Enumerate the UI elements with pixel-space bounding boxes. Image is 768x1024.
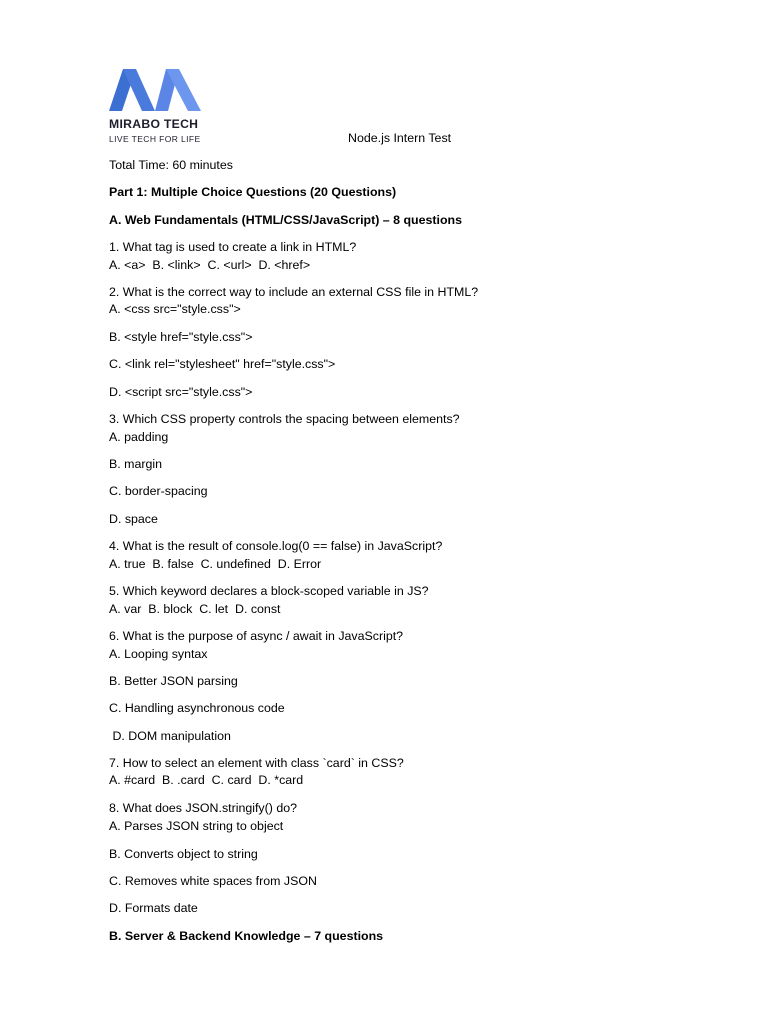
q4-question: 4. What is the result of console.log(0 == false) in JavaScript?	[109, 539, 443, 553]
q1-question: 1. What tag is used to create a link in HTML?	[109, 240, 357, 254]
q1-options: A. <a> B. <link> C. <url> D. <href>	[109, 258, 311, 272]
logo-mark-icon	[109, 68, 205, 114]
q3-option-c: C. border-spacing	[109, 484, 208, 498]
q4-options: A. true B. false C. undefined D. Error	[109, 557, 322, 571]
q2-option-a: A. <css src="style.css">	[109, 302, 241, 316]
logo-brand-text: MIRABO TECH	[109, 117, 199, 131]
q3-option-a: A. padding	[109, 430, 169, 444]
q6-option-c: C. Handling asynchronous code	[109, 701, 285, 715]
q7-options: A. #card B. .card C. card D. *card	[109, 773, 304, 787]
q8-option-a: A. Parses JSON string to object	[109, 819, 284, 833]
q6-option-b: B. Better JSON parsing	[109, 674, 238, 688]
q6-option-a: A. Looping syntax	[109, 647, 208, 661]
q6-option-d: D. DOM manipulation	[109, 729, 231, 743]
q7-question: 7. How to select an element with class `card` in CSS?	[109, 756, 404, 770]
q5-options: A. var B. block C. let D. const	[109, 602, 281, 616]
q6-question: 6. What is the purpose of async / await in JavaScript?	[109, 629, 404, 643]
q2-option-b: B. <style href="style.css">	[109, 330, 253, 344]
q2-option-d: D. <script src="style.css">	[109, 385, 253, 399]
section-a-heading: A. Web Fundamentals (HTML/CSS/JavaScript) – 8 questions	[109, 213, 462, 227]
q2-option-c: C. <link rel="stylesheet" href="style.css">	[109, 357, 336, 371]
q3-option-d: D. space	[109, 512, 158, 526]
q3-question: 3. Which CSS property controls the spacing between elements?	[109, 412, 460, 426]
section-b-heading: B. Server & Backend Knowledge – 7 questions	[109, 929, 384, 943]
document-title: Node.js Intern Test	[348, 131, 452, 145]
q8-option-b: B. Converts object to string	[109, 847, 258, 861]
q8-option-c: C. Removes white spaces from JSON	[109, 874, 317, 888]
q3-option-b: B. margin	[109, 457, 163, 471]
q8-option-d: D. Formats date	[109, 901, 198, 915]
part1-heading: Part 1: Multiple Choice Questions (20 Questions)	[109, 185, 397, 199]
q5-question: 5. Which keyword declares a block-scoped variable in JS?	[109, 584, 429, 598]
q2-question: 2. What is the correct way to include an external CSS file in HTML?	[109, 285, 479, 299]
q8-question: 8. What does JSON.stringify() do?	[109, 801, 297, 815]
logo-tagline: LIVE TECH FOR LIFE	[109, 134, 201, 144]
total-time: Total Time: 60 minutes	[109, 158, 233, 172]
